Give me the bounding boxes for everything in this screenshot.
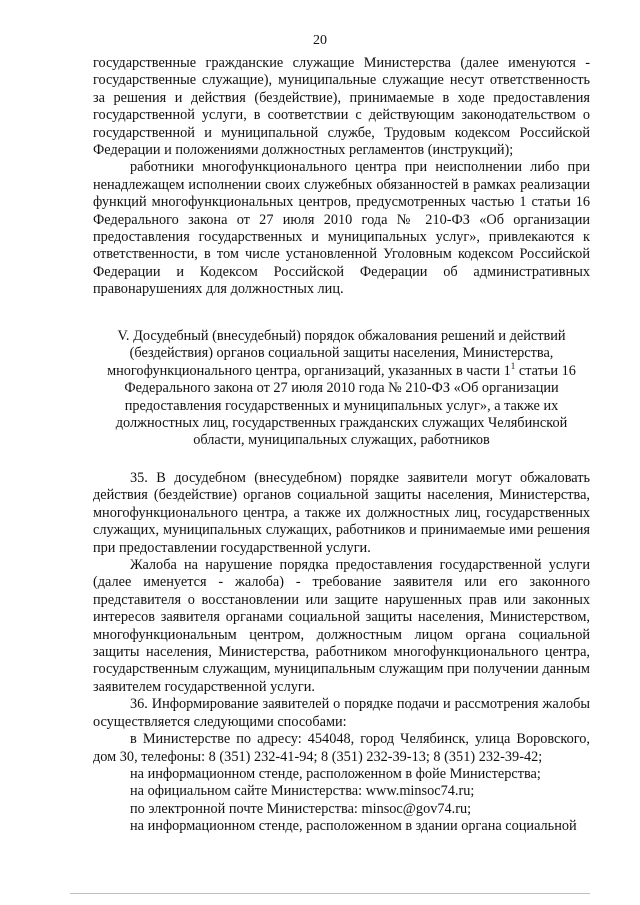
section-heading-text-start: V. Досудебный (внесудебный) порядок обжалования решений и действий (бездействия) органов социальной защиты населения, Министерства, многофункционального центра, организаций, указанных в части 1 bbox=[107, 328, 566, 379]
top-text-block bbox=[93, 55, 590, 299]
list-item-info-stand-foyer: на информационном стенде, расположенном в фойе Министерства; bbox=[130, 765, 541, 782]
list-item-ministry-address: в Министерстве по адресу: 454048, город Челябинск, улица Воровского, дом 30, телефоны: 8 (351) 232-41-94; 8 (351) 232-39-13; 8 (351) 232-39-42; bbox=[93, 731, 590, 765]
bottom-divider bbox=[70, 893, 590, 894]
bottom-text-block bbox=[93, 470, 590, 836]
list-item-info-stand-building: на информационном стенде, расположенном в здании органа социальной bbox=[130, 818, 577, 835]
section-heading-text-end: статьи 16 Федерального закона от 27 июля 2010 года № 210-ФЗ «Об организации предоставления государственных и муниципальных услуг», а также их должностных лиц, государственных гражданских служащих Челябинской области, муниципальных служащих, работников bbox=[115, 362, 576, 449]
paragraph-civil-servants-liability: государственные гражданские служащие Министерства (далее именуются - государственные служащие), муниципальные служащие несут ответственность за решения и действия (бездействие), принимаемые в ходе предоставления государственной услуги, в соответствии с действующим законодательством о государственной и муниципальной службе, Трудовым кодексом Российской Федерации и положениями должностных регламентов (инструкций); bbox=[93, 55, 590, 159]
paragraph-mfc-workers-liability: работники многофункционального центра при неисполнении либо при ненадлежащем исполнении своих служебных обязанностей в рамках реализации функций многофункциональных центров, предусмотренных частью 1 статьи 16 Федерального закона от 27 июля 2010 года № 210-ФЗ «Об организации предоставления государственных и муниципальных услуг», привлекаются к ответственности, в том числе установленной Уголовным кодексом Российской Федерации и Кодексом Российской Федерации об административных правонарушениях для должностных лиц. bbox=[93, 159, 590, 298]
paragraph-35-appeal-right: 35. В досудебном (внесудебном) порядке заявители могут обжаловать действия (бездействие) органов социальной защиты населения, Министерства, многофункционального центра, а также их должностных лиц, государственных служащих, муниципальных служащих, работников и принимаемые ими решения при предоставлении государственной услуги. bbox=[93, 470, 590, 556]
section-heading-superscript: 1 bbox=[510, 361, 516, 372]
section-heading bbox=[93, 328, 590, 450]
paragraph-36-informing: 36. Информирование заявителей о порядке подачи и рассмотрения жалобы осуществляется следующими способами: bbox=[93, 696, 590, 730]
paragraph-complaint-definition: Жалоба на нарушение порядка предоставления государственной услуги (далее именуется - жалоба) - требование заявителя или его законного представителя о восстановлении или защите нарушенных прав или законных интересов заявителя органами социальной защиты населения, Министерством, многофункциональным центром, должностным лицом органа социальной защиты населения, Министерства, работником многофункционального центра, государственным служащим, муниципальным служащим при получении данным заявителем государственной услуги. bbox=[93, 557, 590, 695]
list-item-official-website: на официальном сайте Министерства: www.minsoc74.ru; bbox=[130, 783, 475, 800]
list-item-email: по электронной почте Министерства: minsoc@gov74.ru; bbox=[130, 800, 472, 817]
page-number: 20 bbox=[313, 33, 327, 48]
